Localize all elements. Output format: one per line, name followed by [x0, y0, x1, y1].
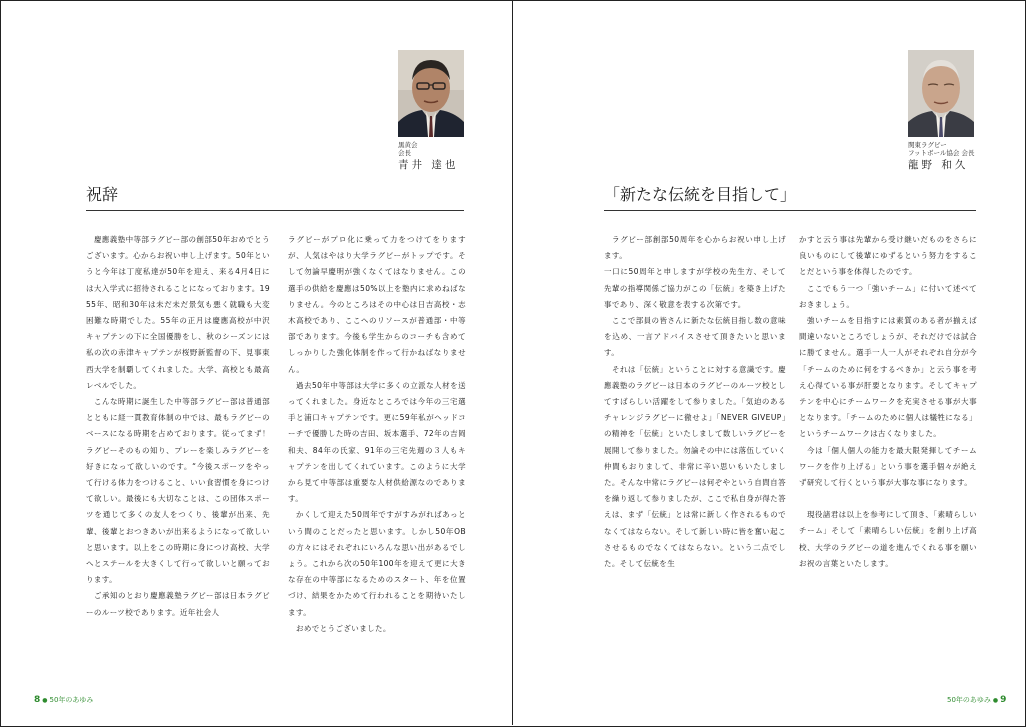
caption-title: 会長 [398, 149, 411, 157]
portrait-photo-aoi [398, 50, 464, 137]
paragraph: こんな時期に誕生した中等部ラグビー部は普通部とともに経一貫教育体制の中では、最もラグビーのベースになる時期を占めております。従ってまず！ラグビーそのもの知り、プレーを楽しみラグビーを好きになって欲しいのです。“今後スポーツをやって行ける体力をつけること、いい食習慣を身につけて欲しい。最後にも大切なことは、この団体スポーツを通じて多くの友人をつくり、後輩が出来、先輩、後輩とおつきあいが出来るようになって欲しいと思います。以上をこの時期に身につけ高校、大学へとステールを大きくして行って欲しいと願っております。 [86, 397, 270, 585]
page-number: 8 [34, 695, 41, 705]
paragraph: ここで部員の皆さんに新たな伝統目指し数の意味を込め、一言アドバイスさせて頂きたいと思います。 [604, 316, 786, 358]
paragraph: それは「伝統」ということに対する意識です。慶應義塾のラグビーは日本のラグビーのルーツ校としてすばらしい活躍をして参りました。「気迫のあるチャレンジラグビーに徹せよ」「NEVER GIVEUP」の精神を「伝統」といたしまして数しいラグビーを展開して参りました。勿論その中には落伍していく仲間もおりまして、非常に辛い思いもいたしました。そんな中常にラグビーは何ぞやという自問自答を繰り返して参りましたが、ここで私自身が得た答えは、まず「伝統」とは常に新しく作されるものでなくてはならない。そして新しい時に皆を奮い起こさせるものでなくてはならない。という二点でした。そして伝統を生 [604, 364, 786, 569]
dot-icon: ● [42, 696, 48, 704]
paragraph-spacer [799, 491, 977, 507]
portrait-photo-tatsuno [908, 50, 974, 137]
paragraph: かすと云う事は先輩から受け継いだものをさらに良いものにして後輩にゆずるという努力をすることだという事を体得したのです。 [799, 235, 977, 277]
paragraph: ご承知のとおり慶應義塾ラグビー部は日本ラグビーのルーツ校であります。近年社会人 [86, 591, 270, 617]
page-number: 9 [1000, 695, 1007, 705]
paragraph: 今は「個人個人の能力を最大限発揮してチームワークを作り上げる」という事を選手個々が絶えず研究して行くという事が大事な事になります。 [799, 445, 977, 488]
footer-label: 50年のあゆみ [947, 696, 991, 704]
page-footer [947, 695, 1006, 705]
paragraph: おめでとうございました。 [296, 623, 391, 633]
paragraph: 現役諸君は以上を参考にして頂き、「素晴らしいチーム」そして「素晴らしい伝統」を創り上げ高校、大学のラグビーの道を進んでくれる事を願いお祝の言葉といたします。 [799, 510, 977, 568]
body-column-1 [604, 232, 786, 572]
heading-rule [86, 210, 464, 211]
body-column-2 [799, 232, 977, 572]
footer-label: 50年のあゆみ [49, 696, 94, 704]
author-name: 龍野 和久 [908, 159, 969, 171]
author-name: 青井 達也 [398, 159, 459, 171]
paragraph: ラグビーがプロ化に乗って力をつけてをりますが、人気はやはり大学ラグビーがトップです。そして勿論早慶明が強くなくてはなりません。この選手の供給を慶應は50%以上を塾内に求めねばなりません。今のところはその中心は日吉高校・志木高校であり、ここへのリソースが普通部・中等部であります。今後も学生からのコーチも含めてしっかりした強化体制を作って行かねばなりません。 [288, 235, 466, 374]
dot-icon: ● [992, 696, 999, 704]
paragraph: ラグビー部創部50周年を心からお祝い申し上げます。 [604, 235, 786, 261]
caption-org: 黒黄会 [398, 141, 418, 149]
body-column-2 [288, 232, 466, 637]
paragraph: ここでもう一つ「強いチーム」に付いて述べておきましょう。 [799, 283, 977, 309]
page-heading: 祝辞 [86, 185, 119, 204]
paragraph: 一口に50周年と申しますが学校の先生方、そして先輩の指導関係ご協力がこの「伝統」を築き上げた事であり、深く敬意を表する次第です。 [604, 267, 786, 309]
paragraph: 強いチームを目指すには素質のある者が揃えば間違いないところでしょうが、それだけでは試合に勝てません。選手一人一人がそれぞれ自分が今「チームのために何をするべきか」と云う事を考え心得ている事が肝要となります。そしてキャプテンを中心にチームワークを充実させる事が大事となります。「チームのために個人は犠牲になる」というチームワークは古くなりました。 [799, 316, 977, 439]
paragraph: かくして迎えた50周年ですがすみがればあっという間のことだったと思います。しかし50年OBの方々にはそれぞれにいろんな思い出があるでしょう。これから次の50年100年を迎えて更に大きな存在の中等部になるためのスタート、年を位置づけ、結果をかためて行われることを期待いたします。 [288, 510, 466, 617]
right-page [513, 0, 1024, 725]
paragraph: 慶應義塾中等部ラグビー部の創部50年おめでとうございます。心からお祝い申し上げます。50年というと今年は丁度私達が50年を迎え、来る4月4日には大入学式に招待されることになっております。1955年、昭和30年は未だ未だ景気も悪く就職も大変困難な時期でした。55年の正月は慶應高校が中沢キャプテンの下に全国優勝をし、秋のシーズンには私の次の赤津キャプテンが桜野新監督の下、見事東西大学を制覇してくれました。大学、高校とも最高レベルでした。 [86, 235, 270, 390]
caption-title: フットボール協会 会長 [908, 149, 975, 157]
caption-org: 関東ラグビー [908, 141, 947, 149]
page-heading: 「新たな伝統を目指して」 [604, 185, 797, 204]
page-footer [34, 695, 93, 705]
paragraph: 過去50年中等部は大学に多くの立派な人材を送ってくれました。身近なところでは今年の三宅選手と浦口キャプテンです。更に59年私がヘッドコーチで優勝した時の吉田、坂本選手、72年の吉岡和夫、84年の氏家、91年の三宅先週の３人もキャプテンを出してくれています。このように大学から見て中等部は重要な人材供給源なのであります。 [288, 380, 466, 504]
heading-rule [604, 210, 976, 211]
left-page [0, 0, 511, 725]
body-column-1 [86, 232, 270, 621]
